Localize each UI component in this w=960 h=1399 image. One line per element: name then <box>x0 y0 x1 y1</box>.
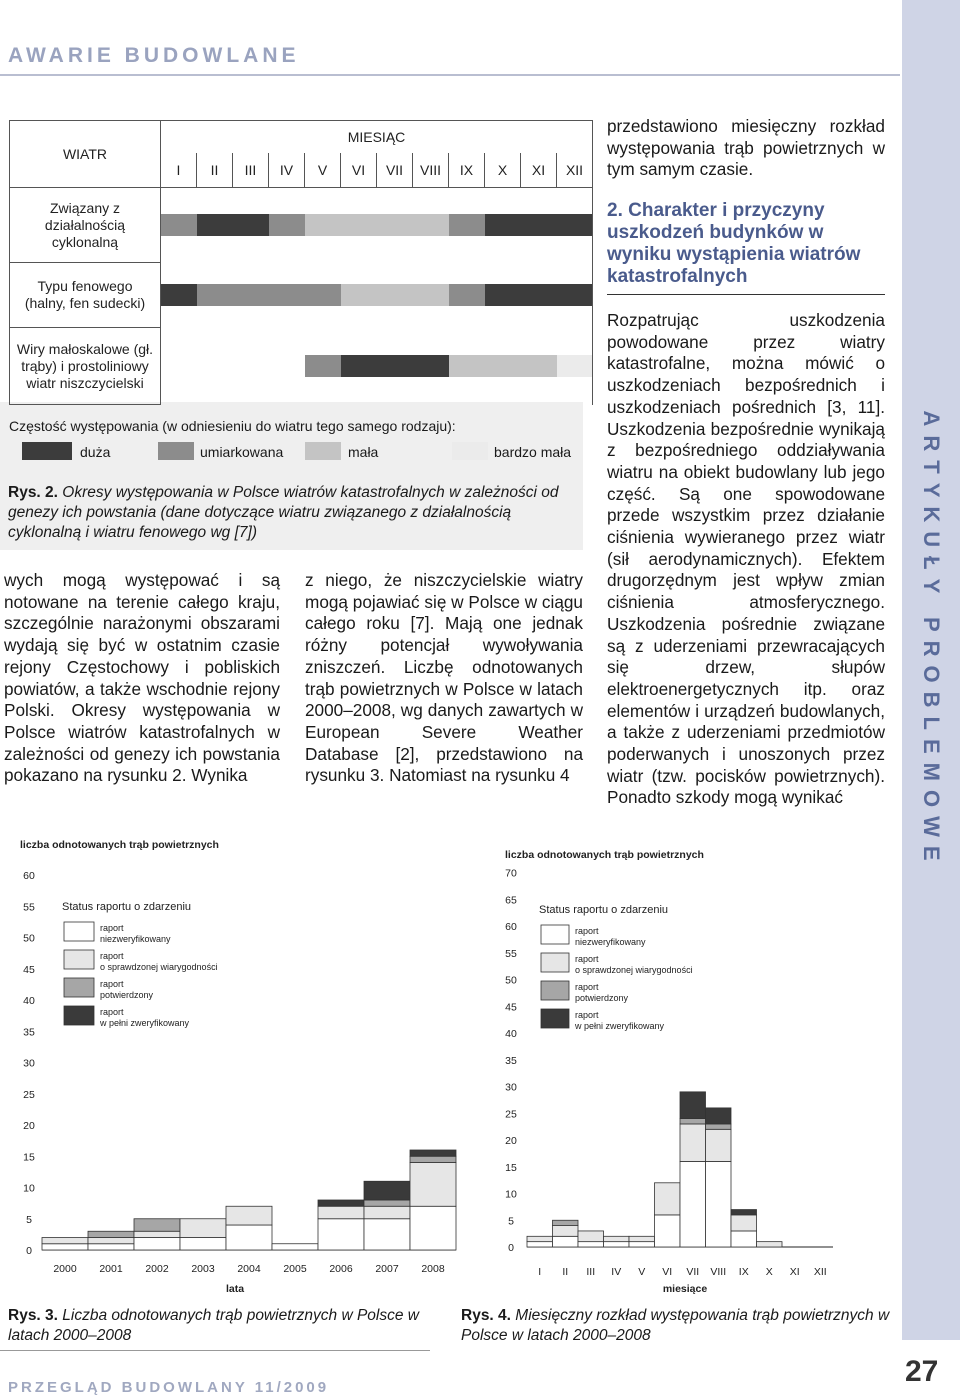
month-header: VI <box>341 153 377 188</box>
bar-segment <box>364 1219 410 1250</box>
period-cell <box>413 328 449 405</box>
y-tick-label: 40 <box>23 995 35 1007</box>
frequency-title: Częstość występowania (w odniesieniu do wiatru tego samego rodzaju): <box>9 418 456 434</box>
period-cell <box>305 188 341 263</box>
period-cell <box>341 328 377 405</box>
caption-text: Okresy występowania w Polsce wiatrów katastrofalnych w zależności od genezy ich powstania (dane dotyczące wiatru związanego z działalnością cyklonalną i wiatru fenowego wg [7]) <box>8 484 559 541</box>
col-header-wind: WIATR <box>10 121 161 188</box>
bar-segment <box>680 1092 706 1119</box>
period-bar <box>197 355 233 377</box>
legend-label-line: raport <box>100 951 124 961</box>
month-header: II <box>197 153 233 188</box>
bar-segment <box>134 1231 180 1237</box>
caption-text: Miesięczny rozkład występowania trąb powietrznych w Polsce w latach 2000–2008 <box>461 1307 890 1344</box>
y-tick-label: 45 <box>23 963 35 976</box>
legend-label <box>574 1010 665 1031</box>
legend-label-line: raport <box>100 1007 124 1017</box>
bar-segment <box>731 1210 757 1215</box>
legend-label-high: duża <box>80 444 111 460</box>
y-tick-label: 10 <box>23 1182 35 1195</box>
period-bar <box>341 214 377 236</box>
footer-rule <box>0 1350 430 1351</box>
y-tick-label: 60 <box>23 870 35 882</box>
y-axis-label: liczba odnotowanych trąb powietrznych <box>505 849 704 861</box>
period-cell <box>521 328 557 405</box>
bar-segment <box>706 1161 732 1247</box>
bar-segment <box>706 1124 732 1129</box>
x-tick-label: 2007 <box>375 1263 399 1275</box>
bar-segment <box>88 1231 134 1237</box>
period-cell <box>521 263 557 328</box>
y-tick-label: 45 <box>505 1001 517 1014</box>
bar-segment <box>134 1238 180 1251</box>
legend-label <box>575 926 646 947</box>
chart-monthly-tornadoes <box>455 840 905 1300</box>
legend-label-line: raport <box>575 926 599 936</box>
bar-segment <box>706 1108 732 1124</box>
month-header: V <box>305 153 341 188</box>
page-number: 27 <box>905 1355 939 1388</box>
month-header: IX <box>449 153 485 188</box>
legend-label-line: niezweryfikowany <box>100 934 171 944</box>
month-header: XII <box>557 153 593 188</box>
legend-swatch <box>64 1006 94 1025</box>
legend-swatch <box>541 1009 569 1028</box>
x-tick-label: VI <box>662 1266 673 1278</box>
y-tick-label: 20 <box>23 1120 35 1132</box>
period-cell <box>161 328 197 405</box>
legend-label-line: raport <box>100 979 124 989</box>
bar-segment <box>364 1200 410 1206</box>
period-bar <box>413 214 449 236</box>
period-bar <box>341 284 377 306</box>
row-label-tornado: Wiry małoskalowe (gł. trąby) i prostoliniowy wiatr niszczycielski <box>10 328 161 405</box>
period-bar <box>521 214 557 236</box>
bar-segment <box>527 1242 553 1247</box>
y-tick-label: 20 <box>505 1135 517 1147</box>
legend-swatch-very-low <box>452 442 488 460</box>
legend-label-line: o sprawdzonej wiarygodności <box>100 962 218 972</box>
x-tick-label: X <box>765 1266 773 1278</box>
period-bar <box>485 355 521 377</box>
legend-swatch <box>541 981 569 1000</box>
bar-segment <box>655 1215 681 1247</box>
bar-segment <box>553 1236 579 1247</box>
legend-label-very-low: bardzo mała <box>494 444 572 460</box>
bar-segment <box>731 1231 757 1247</box>
y-tick-label: 10 <box>505 1188 517 1201</box>
y-tick-label: 70 <box>505 867 517 880</box>
legend-label <box>575 954 693 975</box>
legend-label-line: niezweryfikowany <box>575 937 646 947</box>
text-column-1 <box>4 570 280 787</box>
legend-label-line: potwierdzony <box>575 993 629 1003</box>
text-column-3b <box>607 310 885 809</box>
period-cell <box>197 188 233 263</box>
period-cell <box>341 188 377 263</box>
bar-segment <box>655 1183 681 1215</box>
period-cell <box>269 263 305 328</box>
period-cell <box>521 188 557 263</box>
bar-segment <box>410 1206 456 1250</box>
y-tick-label: 0 <box>508 1242 514 1254</box>
paragraph: Rozpatrując uszkodzenia powodowane przez wiatry katastrofalne, można mówić o uszkodzeniach bezpośrednich i uszkodzeniach pośrednich [3, 11]. Uszkodzenia bezpośrednie wynikają z bezpośredniego oddziaływania wiatru na obiekt budowlany lub jego część. Są one spowodowane przede wszystkim przez działanie ciśnienia wywieranego przez wiatr (sił aerodynamicznych). Efektem drugorzędnym jest wpływ zmian ciśnienia atmosferycznego. Uszkodzenia pośrednie związane są z uderzeniami przewracających się drzew, słupów elektroenergetycznych itp. oraz elementów i urządzeń budowlanych, a także z uderzeniami przedmiotów poderwanych i unoszonych przez wiatr (tzw. pocisków powietrznych). Ponadto szkody mogą wynikać <box>607 310 885 808</box>
legend-label <box>100 923 171 944</box>
bar-segment <box>553 1220 579 1225</box>
bar-segment <box>272 1244 318 1250</box>
bar-segment <box>578 1231 604 1242</box>
bar-segment <box>134 1219 180 1232</box>
period-cell <box>557 263 593 328</box>
y-tick-label: 55 <box>23 901 35 914</box>
bar-segment <box>706 1129 732 1161</box>
period-cell <box>233 188 269 263</box>
legend-label-moderate: umiarkowana <box>200 444 284 460</box>
side-band-title: ARTYKUŁY PROBLEMOWE <box>919 410 944 870</box>
bar-segment <box>180 1219 226 1238</box>
period-bar <box>269 284 305 306</box>
period-bar <box>305 214 341 236</box>
figure-4-caption <box>461 1306 891 1346</box>
y-axis-label: liczba odnotowanych trąb powietrznych <box>20 839 219 851</box>
bar-segment <box>410 1163 456 1207</box>
legend-label-line: raport <box>575 1010 599 1020</box>
legend-swatch-high <box>22 442 72 460</box>
period-cell <box>557 328 593 405</box>
x-tick-label: I <box>538 1266 542 1278</box>
period-bar <box>233 214 269 236</box>
y-tick-label: 15 <box>505 1161 517 1174</box>
bar-segment <box>410 1156 456 1162</box>
month-header: III <box>233 153 269 188</box>
text-column-3a <box>607 116 885 181</box>
row-label-foehn: Typu fenowego (halny, fen sudecki) <box>10 263 161 328</box>
period-cell <box>233 328 269 405</box>
bar-segment <box>604 1242 630 1247</box>
period-bar <box>485 214 521 236</box>
period-bar <box>197 214 233 236</box>
x-axis-label: miesiące <box>662 1283 708 1295</box>
bar-segment <box>680 1119 706 1124</box>
legend-label-line: potwierdzony <box>100 990 154 1000</box>
period-bar <box>557 284 593 306</box>
text-column-2 <box>305 570 583 787</box>
figure-2-caption <box>8 483 578 543</box>
bar-segment <box>629 1242 655 1247</box>
y-tick-label: 25 <box>505 1108 517 1121</box>
col-header-month: MIESIĄC <box>161 121 593 154</box>
bar-segment <box>731 1215 757 1231</box>
caption-prefix: Rys. 4. <box>461 1307 511 1324</box>
period-bar <box>305 284 341 306</box>
x-tick-label: 2000 <box>53 1263 77 1275</box>
legend-swatch <box>541 953 569 972</box>
y-tick-label: 30 <box>505 1081 517 1094</box>
header-rule <box>0 74 900 76</box>
x-tick-label: III <box>586 1266 596 1278</box>
legend-swatch-moderate <box>158 442 194 460</box>
legend-label <box>100 979 154 1000</box>
bar-segment <box>88 1238 134 1244</box>
legend-label <box>100 951 218 972</box>
y-tick-label: 15 <box>23 1151 35 1164</box>
period-bar <box>305 355 341 377</box>
period-bar <box>449 214 485 236</box>
month-header: VIII <box>413 153 449 188</box>
section-header: AWARIE BUDOWLANE <box>8 44 300 67</box>
legend-swatch <box>64 978 94 997</box>
caption-prefix: Rys. 3. <box>8 1307 58 1324</box>
bar-segment <box>757 1242 783 1247</box>
legend-label-low: mała <box>348 444 379 460</box>
period-bar <box>413 355 449 377</box>
x-tick-label: 2006 <box>329 1263 353 1275</box>
period-cell <box>305 263 341 328</box>
y-tick-label: 65 <box>505 894 517 907</box>
period-cell <box>485 263 521 328</box>
x-tick-label: 2001 <box>99 1263 123 1275</box>
bar-segment <box>318 1206 364 1219</box>
legend-swatch <box>64 922 94 941</box>
period-cell <box>161 263 197 328</box>
bar-segment <box>42 1238 88 1244</box>
period-cell <box>305 328 341 405</box>
y-tick-label: 40 <box>505 1028 517 1040</box>
period-bar <box>449 284 485 306</box>
bar-segment <box>680 1161 706 1247</box>
bar-segment <box>527 1236 553 1241</box>
legend-label <box>99 1007 190 1028</box>
bar-segment <box>629 1236 655 1241</box>
period-cell <box>557 188 593 263</box>
bar-segment <box>680 1124 706 1161</box>
legend-swatch-low <box>305 442 341 460</box>
y-tick-label: 5 <box>26 1213 32 1226</box>
period-cell <box>449 188 485 263</box>
legend-swatch <box>541 925 569 944</box>
legend-label-line: o sprawdzonej wiarygodności <box>575 965 693 975</box>
x-tick-label: VII <box>686 1266 700 1278</box>
caption-prefix: Rys. 2. <box>8 484 58 501</box>
period-cell <box>485 188 521 263</box>
bar-segment <box>318 1200 364 1206</box>
legend-label-line: w pełni zweryfikowany <box>575 1021 665 1031</box>
y-tick-label: 5 <box>508 1215 514 1228</box>
chart-yearly-tornadoes <box>0 830 445 1300</box>
period-bar <box>233 355 269 377</box>
bar-segment <box>226 1225 272 1250</box>
y-tick-label: 35 <box>505 1054 517 1067</box>
legend-title: Status raportu o zdarzeniu <box>62 901 192 913</box>
period-cell <box>449 328 485 405</box>
period-bar <box>269 214 305 236</box>
period-cell <box>197 328 233 405</box>
period-bar <box>521 355 557 377</box>
y-tick-label: 60 <box>505 921 517 933</box>
period-bar <box>485 284 521 306</box>
period-cell <box>233 263 269 328</box>
row-label-cyclonic: Związany z działalnością cyklonalną <box>10 188 161 263</box>
period-bar <box>269 355 305 377</box>
period-cell <box>413 263 449 328</box>
y-tick-label: 50 <box>23 932 35 945</box>
month-header: VII <box>377 153 413 188</box>
paragraph: z niego, że niszczycielskie wiatry mogą pojawiać się w Polsce w ciągu całego roku [7]. Mają one jednak różny potencjał wywoływania zniszczeń. Liczbę odnotowanych trąb powietrznych w Polsce w latach 2000–2008, wg danych zawartych w European Severe Weather Database [2], przedstawiono na rysunku 3. Natomiast na rysunku 4 <box>305 570 583 786</box>
period-bar <box>449 355 485 377</box>
paragraph: przedstawiono miesięczny rozkład występowania trąb powietrznych w tym samym czasie. <box>607 116 885 180</box>
bar-segment <box>88 1244 134 1250</box>
period-cell <box>161 188 197 263</box>
bar-segment <box>318 1219 364 1250</box>
x-tick-label: 2008 <box>421 1263 445 1275</box>
month-header: IV <box>269 153 305 188</box>
period-bar <box>377 355 413 377</box>
period-cell <box>485 328 521 405</box>
legend-label <box>575 982 629 1003</box>
journal-footer: PRZEGLĄD BUDOWLANY 11/2009 <box>8 1379 330 1396</box>
bar-segment <box>364 1181 410 1200</box>
legend-title: Status raportu o zdarzeniu <box>539 904 669 916</box>
y-tick-label: 25 <box>23 1088 35 1101</box>
period-bar <box>377 284 413 306</box>
x-tick-label: 2002 <box>145 1263 169 1275</box>
bar-segment <box>364 1206 410 1219</box>
bar-segment <box>604 1236 630 1241</box>
period-bar <box>377 214 413 236</box>
bar-segment <box>180 1238 226 1251</box>
x-tick-label: VIII <box>710 1266 727 1278</box>
y-tick-label: 0 <box>26 1245 32 1257</box>
bar-segment <box>226 1206 272 1225</box>
month-header: X <box>485 153 521 188</box>
x-tick-label: IV <box>611 1266 622 1278</box>
period-bar <box>341 355 377 377</box>
period-bar <box>413 284 449 306</box>
month-header: I <box>161 153 197 188</box>
x-tick-label: 2005 <box>283 1263 307 1275</box>
month-header: XI <box>521 153 557 188</box>
x-tick-label: 2004 <box>237 1263 261 1275</box>
caption-text: Liczba odnotowanych trąb powietrznych w Polsce w latach 2000–2008 <box>8 1307 419 1344</box>
period-cell <box>449 263 485 328</box>
x-tick-label: XII <box>813 1266 827 1278</box>
period-cell <box>269 328 305 405</box>
x-tick-label: II <box>562 1266 569 1278</box>
y-tick-label: 50 <box>505 974 517 987</box>
paragraph: wych mogą występować i są notowane na terenie całego kraju, szczególnie narażonymi obszarami wydają się być w ostatnim czasie rejony Częstochowy i pobliskich powiatów, a także wschodnie rejony Polski. Okresy występowania w Polsce wiatrów katastrofalnych w zależności od genezy ich powstania pokazano na rysunku 2. Wynika <box>4 570 280 786</box>
y-tick-label: 55 <box>505 947 517 960</box>
legend-swatch <box>64 950 94 969</box>
bar-segment <box>410 1150 456 1156</box>
period-cell <box>413 188 449 263</box>
section-heading: 2. Charakter i przyczyny uszkodzeń budynków w wyniku wystąpienia wiatrów katastrofalnych <box>607 200 861 287</box>
period-cell <box>269 188 305 263</box>
legend-label-line: raport <box>575 954 599 964</box>
period-bar <box>197 284 233 306</box>
x-axis-label: lata <box>225 1283 245 1295</box>
period-cell <box>341 263 377 328</box>
period-cell <box>377 188 413 263</box>
x-tick-label: 2003 <box>191 1263 215 1275</box>
bar-segment <box>42 1244 88 1250</box>
legend-label-line: raport <box>100 923 124 933</box>
figure-3-caption <box>8 1306 438 1346</box>
legend-label-line: raport <box>575 982 599 992</box>
x-tick-label: IX <box>738 1266 749 1278</box>
period-bar <box>521 284 557 306</box>
period-bar <box>557 355 593 377</box>
period-cell <box>377 263 413 328</box>
x-tick-label: V <box>638 1266 646 1278</box>
heading-rule <box>607 294 885 295</box>
period-bar <box>557 214 593 236</box>
period-bar <box>161 214 197 236</box>
period-bar <box>161 355 197 377</box>
legend-label-line: w pełni zweryfikowany <box>100 1018 190 1028</box>
bar-segment <box>553 1226 579 1237</box>
period-cell <box>197 263 233 328</box>
y-tick-label: 30 <box>23 1057 35 1070</box>
y-tick-label: 35 <box>23 1026 35 1039</box>
x-tick-label: XI <box>789 1266 800 1278</box>
bar-segment <box>578 1242 604 1247</box>
period-cell <box>377 328 413 405</box>
period-bar <box>233 284 269 306</box>
period-bar <box>161 284 197 306</box>
wind-period-table <box>9 120 593 405</box>
